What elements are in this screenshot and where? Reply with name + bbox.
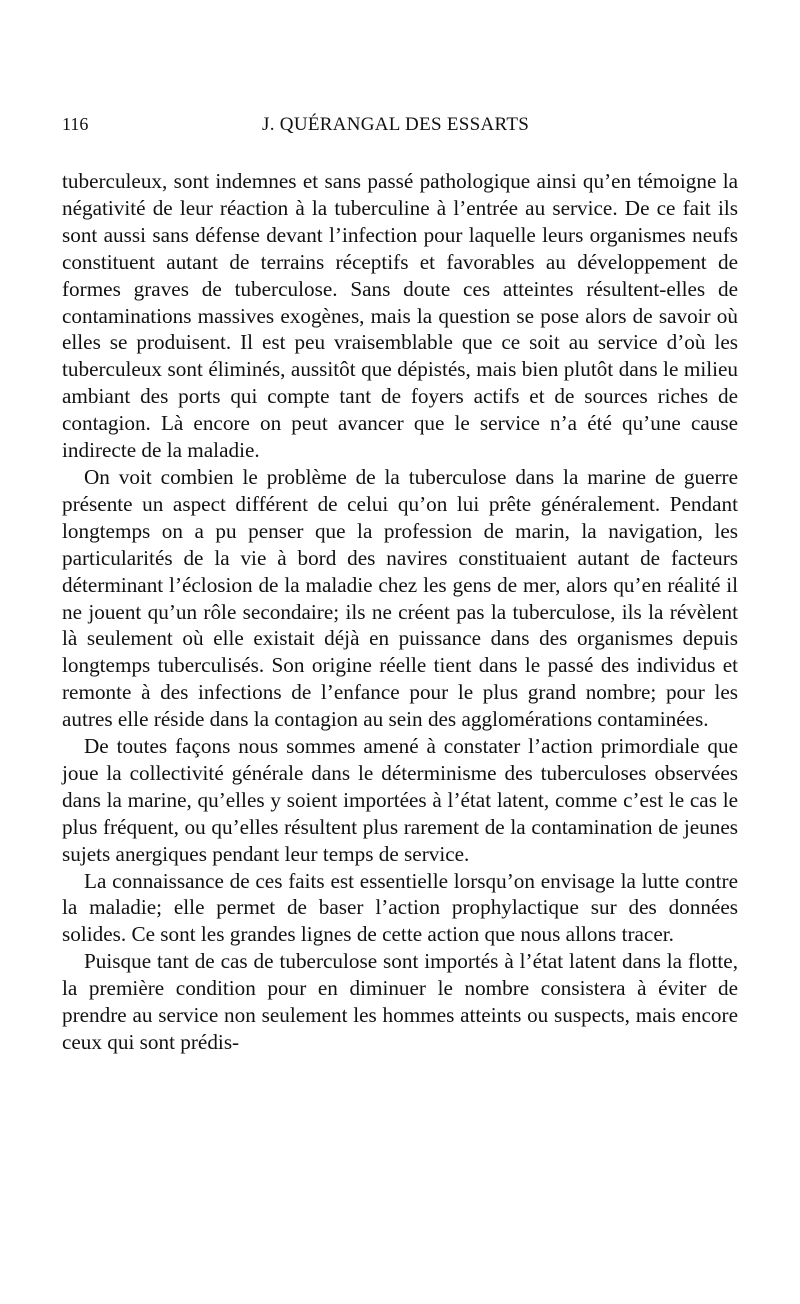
running-head	[62, 112, 738, 142]
running-title: J. QUÉRANGAL DES ESSARTS	[262, 114, 530, 135]
paragraph-continuation: tuberculeux, sont indemnes et sans passé pathologique ainsi qu’en témoigne la négativité de leur réaction à la tuberculine à l’entrée au service. De ce fait ils sont aussi sans défense devant l’infection pour laquelle leurs organismes neufs constituent autant de terrains réceptifs et favorables au développement de formes graves de tuberculose. Sans doute ces atteintes résultent-elles de contaminations massives exogènes, mais la question se pose alors de savoir où elles se produisent. Il est peu vraisemblable que ce soit au service d’où les tuberculeux sont éliminés, aussitôt que dépistés, mais bien plutôt dans le milieu ambiant des ports qui compte tant de foyers actifs et de sources riches de contagion. Là encore on peut avancer que le service n’a été qu’une cause indirecte de la maladie.	[62, 169, 738, 463]
paragraph: Puisque tant de cas de tuberculose sont importés à l’état latent dans la flotte, la première condition pour en diminuer le nombre consistera à éviter de prendre au service non seulement les hommes atteints ou suspects, mais encore ceux qui sont prédis-	[62, 949, 738, 1054]
body-text	[62, 168, 738, 1056]
paragraph: On voit combien le problème de la tuberculose dans la marine de guerre présente un aspect différent de celui qu’on lui prête généralement. Pendant longtemps on a pu penser que la profession de marin, la navigation, les particularités de la vie à bord des navires constituaient autant de facteurs déterminant l’éclosion de la maladie chez les gens de mer, alors qu’en réalité il ne jouent qu’un rôle secondaire; ils ne créent pas la tuberculose, ils la révèlent là seulement où elle existait déjà en puissance dans des organismes depuis longtemps tuberculisés. Son origine réelle tient dans le passé des individus et remonte à des infections de l’enfance pour le plus grand nombre; pour les autres elle réside dans la contagion au sein des agglomérations contaminées.	[62, 464, 738, 732]
paragraph: La connaissance de ces faits est essentielle lorsqu’on envisage la lutte contre la maladie; elle permet de baser l’action prophylactique sur des données solides. Ce sont les grandes lignes de cette action que nous allons tracer.	[62, 868, 738, 947]
page-number: 116	[62, 114, 89, 134]
paragraph: De toutes façons nous sommes amené à constater l’action primordiale que joue la collectivité générale dans le déterminisme des tuberculoses observées dans la marine, qu’elles y soient importées à l’état latent, comme c’est le cas le plus fréquent, ou qu’elles résultent plus rarement de la contamination de jeunes sujets anergiques pendant leur temps de service.	[62, 734, 738, 866]
book-page	[62, 112, 738, 1056]
